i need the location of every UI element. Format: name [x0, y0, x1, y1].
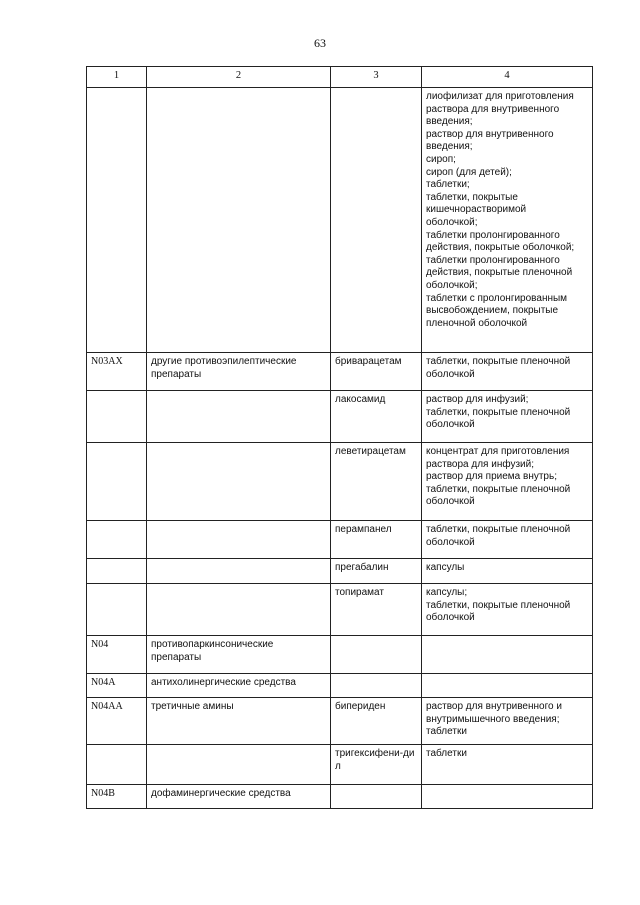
dosage-forms-cell	[422, 584, 593, 636]
dosage-forms-cell	[422, 745, 593, 785]
dosage-form-line: действия, покрытые пленочной	[426, 267, 573, 279]
dosage-form-line: оболочкой	[426, 419, 475, 431]
table-row	[87, 584, 593, 636]
dosage-form-line: раствора для инфузий;	[426, 458, 534, 470]
dosage-form-line: оболочкой	[426, 536, 475, 548]
table-row	[87, 674, 593, 698]
dosage-form-line: таблетки, покрытые пленочной	[426, 599, 571, 611]
substance-cell	[331, 785, 422, 809]
dosage-form-line: раствор для внутривенного	[426, 128, 554, 140]
dosage-form-line: введения;	[426, 116, 473, 128]
atc-code-cell: N03AX	[87, 353, 147, 391]
table-row	[87, 443, 593, 521]
dosage-form-line: капсулы	[426, 562, 465, 573]
substance-cell	[331, 636, 422, 674]
header-cell-1: 1	[87, 67, 147, 88]
header-cell-3: 3	[331, 67, 422, 88]
group-cell	[147, 521, 331, 559]
group-cell	[147, 745, 331, 785]
dosage-forms-cell	[422, 674, 593, 698]
substance-cell: бриварацетам	[331, 353, 422, 391]
atc-code-cell	[87, 443, 147, 521]
page-number: 63	[314, 36, 326, 50]
dosage-form-line: раствор для инфузий;	[426, 394, 529, 405]
substance-cell: лакосамид	[331, 391, 422, 443]
group-cell: другие противоэпилептические препараты	[147, 353, 331, 391]
atc-code-cell: N04B	[87, 785, 147, 809]
table-row	[87, 88, 593, 353]
group-cell	[147, 559, 331, 584]
group-cell	[147, 584, 331, 636]
table-row	[87, 353, 593, 391]
group-cell: третичные амины	[147, 698, 331, 745]
substance-cell: перампанел	[331, 521, 422, 559]
dosage-form-line: раствор для внутривенного и	[426, 701, 562, 712]
dosage-form-line: раствор для приема внутрь;	[426, 471, 557, 483]
atc-code-cell	[87, 584, 147, 636]
dosage-forms-cell	[422, 521, 593, 559]
substance-cell	[331, 88, 422, 353]
atc-code-cell	[87, 521, 147, 559]
dosage-form-line: лиофилизат для приготовления	[426, 91, 574, 102]
dosage-form-line: оболочкой	[426, 368, 475, 380]
dosage-form-line: таблетки с пролонгированным	[426, 292, 568, 304]
atc-code-cell: N04A	[87, 674, 147, 698]
dosage-form-line: капсулы;	[426, 587, 468, 598]
dosage-form-line: таблетки, покрытые пленочной	[426, 483, 571, 495]
table-row	[87, 391, 593, 443]
substance-cell: бипериден	[331, 698, 422, 745]
table-row	[87, 698, 593, 745]
substance-cell: топирамат	[331, 584, 422, 636]
dosage-form-line: таблетки, покрытые пленочной	[426, 406, 571, 418]
dosage-form-line: введения;	[426, 141, 473, 153]
group-cell	[147, 391, 331, 443]
group-cell	[147, 88, 331, 353]
table-row	[87, 521, 593, 559]
group-cell	[147, 443, 331, 521]
dosage-form-line: таблетки пролонгированного	[426, 229, 560, 241]
atc-code-cell	[87, 88, 147, 353]
dosage-form-line: таблетки	[426, 748, 467, 759]
substance-cell	[331, 674, 422, 698]
dosage-form-line: раствора для внутривенного	[426, 103, 560, 115]
dosage-form-line: оболочкой;	[426, 216, 478, 228]
header-cell-2: 2	[147, 67, 331, 88]
table-row	[87, 559, 593, 584]
atc-code-cell	[87, 559, 147, 584]
dosage-form-line: таблетки;	[426, 179, 470, 191]
atc-code-cell: N04	[87, 636, 147, 674]
medication-table	[86, 66, 593, 809]
dosage-forms-cell	[422, 698, 593, 745]
dosage-forms-cell	[422, 353, 593, 391]
dosage-form-line: таблетки	[426, 726, 467, 738]
table-row	[87, 636, 593, 674]
dosage-form-line: оболочкой	[426, 612, 475, 624]
dosage-forms-cell	[422, 636, 593, 674]
table-row	[87, 745, 593, 785]
dosage-form-line: оболочкой;	[426, 279, 478, 291]
dosage-form-line: сироп;	[426, 153, 456, 165]
dosage-forms-cell	[422, 785, 593, 809]
group-cell: дофаминергические средства	[147, 785, 331, 809]
dosage-form-line: действия, покрытые оболочкой;	[426, 242, 575, 254]
atc-code-cell: N04AA	[87, 698, 147, 745]
dosage-form-line: сироп (для детей);	[426, 166, 512, 178]
atc-code-cell	[87, 391, 147, 443]
dosage-form-line: пленочной оболочкой	[426, 317, 528, 329]
dosage-form-line: высвобождением, покрытые	[426, 305, 559, 317]
substance-cell: леветирацетам	[331, 443, 422, 521]
table-row	[87, 785, 593, 809]
atc-code-cell	[87, 745, 147, 785]
dosage-form-line: кишечнорастворимой	[426, 204, 527, 216]
dosage-forms-cell	[422, 88, 593, 353]
header-cell-4: 4	[422, 67, 593, 88]
group-cell: антихолинергические средства	[147, 674, 331, 698]
dosage-form-line: таблетки, покрытые	[426, 191, 518, 203]
dosage-form-line: концентрат для приготовления	[426, 446, 570, 457]
dosage-form-line: таблетки пролонгированного	[426, 254, 560, 266]
table-header-row	[87, 67, 593, 88]
dosage-form-line: внутримышечного введения;	[426, 713, 560, 725]
substance-cell: прегабалин	[331, 559, 422, 584]
dosage-forms-cell	[422, 391, 593, 443]
dosage-forms-cell	[422, 443, 593, 521]
dosage-form-line: таблетки, покрытые пленочной	[426, 524, 571, 535]
dosage-form-line: таблетки, покрытые пленочной	[426, 356, 571, 367]
substance-cell: тригексифени-дил	[331, 745, 422, 785]
group-cell: противопаркинсонические препараты	[147, 636, 331, 674]
dosage-forms-cell	[422, 559, 593, 584]
dosage-form-line: оболочкой	[426, 496, 475, 508]
